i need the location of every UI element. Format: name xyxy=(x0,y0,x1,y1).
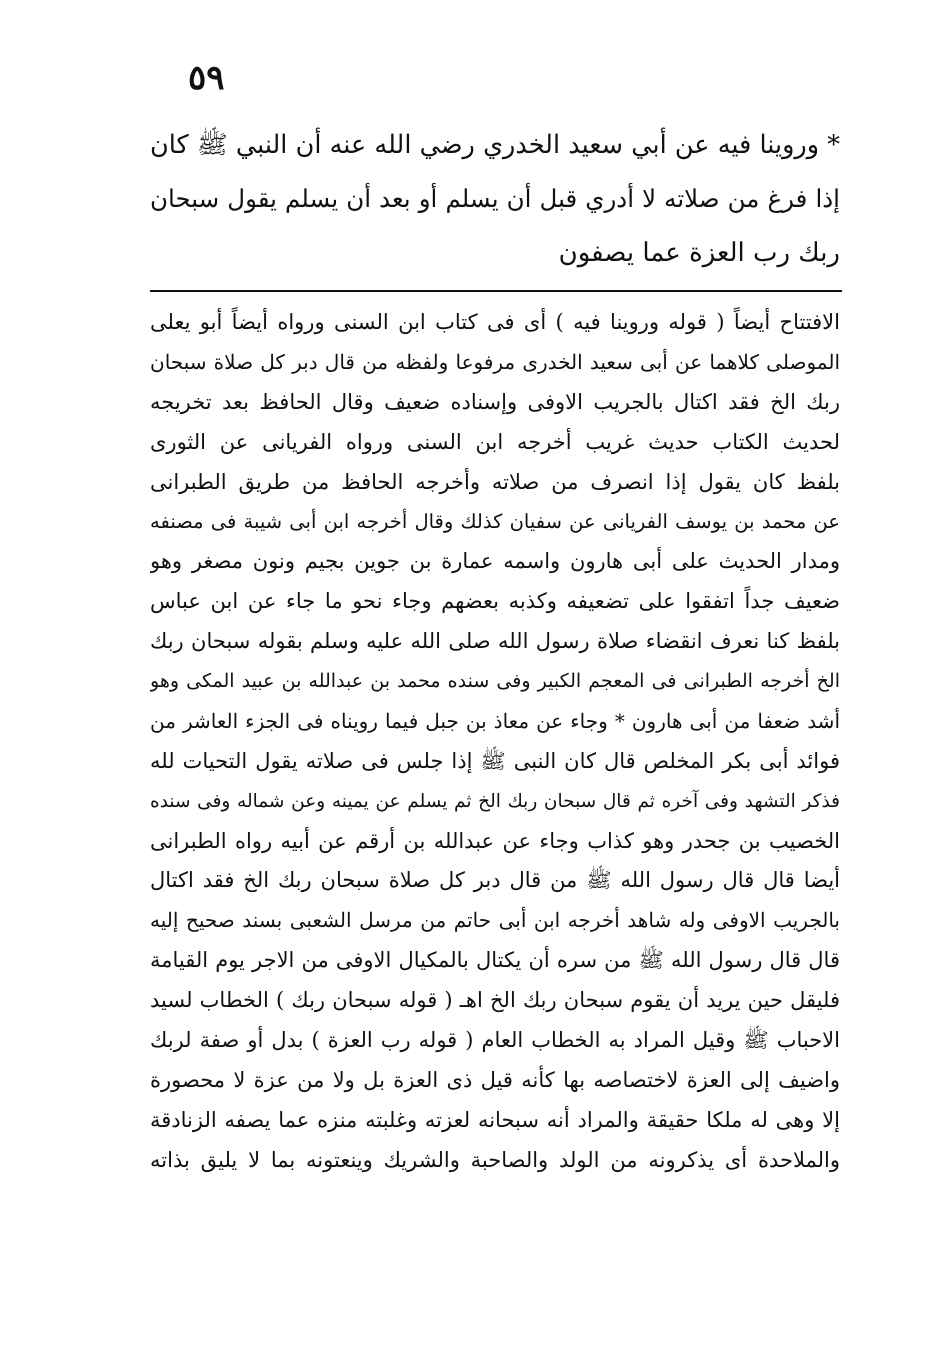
commentary-line: أشد ضعفا من أبى هارون * وجاء عن معاذ بن جبل فيما رويناه فى الجزء العاشر من xyxy=(150,708,840,733)
commentary-line: الموصلى كلاهما عن أبى سعيد الخدرى مرفوعا ولفظه من قال دبر كل صلاة سبحان xyxy=(150,349,840,374)
commentary-line: الافتتاح أيضاً ( قوله وروينا فيه ) أى فى كتاب ابن السنى ورواه أيضاً أبو يعلى xyxy=(150,310,840,334)
commentary-line: عن محمد بن يوسف الفريانى عن سفيان كذلك وقال أخرجه ابن أبى شيبة فى مصنفه xyxy=(150,510,840,534)
commentary-line: ضعيف جداً اتفقوا على تضعيفه وكذبه بعضهم وجاء نحو ما جاء عن ابن عباس xyxy=(150,589,840,614)
page-number: ٥٩ xyxy=(188,58,225,98)
commentary-line: لحديث الكتاب حديث غريب أخرجه ابن السنى ورواه الفريانى عن الثورى xyxy=(150,429,840,454)
commentary-line: الخ أخرجه الطبرانى فى المعجم الكبير وفى سنده محمد بن عبدالله بن عبيد المكى وهو xyxy=(150,670,840,693)
commentary-line: بلفظ كنا نعرف انقضاء صلاة رسول الله صلى الله عليه وسلم بقوله سبحان ربك xyxy=(150,629,840,654)
commentary-line: بالجريب الاوفى وله شاهد أخرجه ابن أبى حاتم من مرسل الشعبى بسند صحيح إليه xyxy=(150,908,840,933)
commentary-line: ربك الخ فقد اكتال بالجريب الاوفى وإسناده ضعيف وقال الحافظ بعد تخريجه xyxy=(150,389,840,414)
commentary-text xyxy=(150,303,840,1181)
commentary-line: فوائد أبى بكر المخلص قال كان النبى ﷺ إذا جلس فى صلاته يقول التحيات لله xyxy=(150,748,840,773)
commentary-line: الاحباب ﷺ وقيل المراد به الخطاب العام ( قوله رب العزة ) بدل أو صفة لربك xyxy=(150,1028,840,1053)
commentary-line: والملاحدة أى يذكرونه من الولد والصاحبة والشريك وينعتونه بما لا يليق بذاته xyxy=(150,1147,840,1172)
main-text xyxy=(150,118,840,280)
commentary-line: قال قال رسول الله ﷺ من سره أن يكتال بالمكيال الاوفى من الاجر يوم القيامة xyxy=(150,948,840,973)
main-text-line: ربك رب العزة عما يصفون xyxy=(558,238,840,268)
main-text-line: * وروينا فيه عن أبي سعيد الخدري رضي الله عنه أن النبي ﷺ كان xyxy=(150,130,840,160)
commentary-line: أيضا قال قال رسول الله ﷺ من قال دبر كل صلاة سبحان ربك الخ فقد اكتال xyxy=(150,868,840,893)
commentary-line: واضيف إلى العزة لاختصاصه بها كأنه قيل ذى العزة بل ولا من عزة لا محصورة xyxy=(150,1067,840,1092)
commentary-line: فليقل حين يريد أن يقوم سبحان ربك الخ اهـ ( قوله سبحان ربك ) الخطاب لسيد xyxy=(150,988,840,1013)
commentary-line: الخصيب بن جحدر وهو كذاب وجاء عن عبدالله بن أرقم عن أبيه رواه الطبرانى xyxy=(150,828,840,853)
commentary-line: إلا وهى له ملكا حقيقة والمراد أنه سبحانه لعزته وغلبته منزه عما يصفه الزنادقة xyxy=(150,1107,840,1132)
commentary-line: بلفظ كان يقول إذا انصرف من صلاته وأخرجه الحافظ من طريق الطبرانى xyxy=(150,469,840,494)
main-text-line: إذا فرغ من صلاته لا أدري قبل أن يسلم أو بعد أن يسلم يقول سبحان xyxy=(150,184,840,213)
separator-rule xyxy=(150,290,842,292)
commentary-line: فذكر التشهد وفى آخره ثم قال سبحان ربك الخ ثم يسلم عن يمينه وعن شماله وفى سنده xyxy=(150,790,840,812)
commentary-line: ومدار الحديث على أبى هارون واسمه عمارة بن جوين بجيم ونون مصغر وهو xyxy=(150,549,840,574)
